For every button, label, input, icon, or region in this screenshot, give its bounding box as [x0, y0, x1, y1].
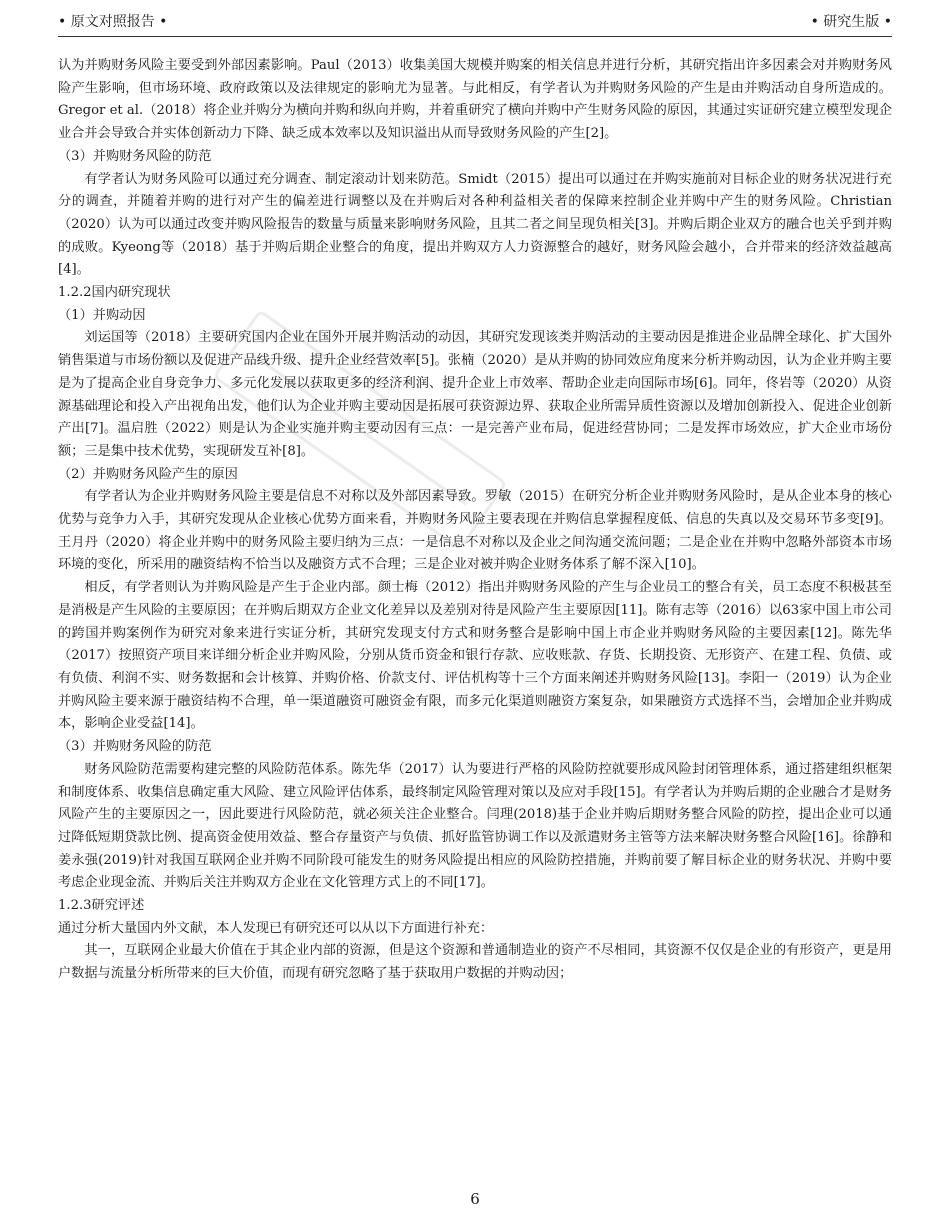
- body-paragraph: 其一，互联网企业最大价值在于其企业内部的资源，但是这个资源和普通制造业的资产不尽相同，其资源不仅仅是企业的有形资产，更是用户数据与流量分析所带来的巨大价值，而现有研究忽略了基于获取用户数据的并购动因；: [58, 943, 892, 982]
- header-divider: [58, 36, 892, 37]
- intro-sentence: 通过分析大量国内外文献，本人发现已有研究还可以从以下方面进行补充：: [58, 920, 494, 936]
- section-heading: （3）并购财务风险的防范: [58, 739, 212, 755]
- header-right-label: • 研究生版 •: [810, 14, 892, 30]
- page-header: [58, 10, 892, 32]
- body-paragraph: 财务风险防范需要构建完整的风险防范体系。陈先华（2017）认为要进行严格的风险防控就要形成风险封闭管理体系，通过搭建组织框架和制度体系、收集信息确定重大风险、建立风险评估体系，最终制定风险管理对策以及应对手段[15]。有学者认为并购后期的企业融合才是财务风险产生的主要原因之一，因此要进行风险防范，就必须关注企业整合。闫理(2018)基于企业并购后期财务整合风险的防控，提出企业可以通过降低短期贷款比例、提高资金使用效益、整合存量资产与负债、抓好监管协调工作以及派遣财务主管等方法来解决财务整合风险[16]。徐静和姜永强(2019)针对我国互联网企业并购不同阶段可能发生的财务风险提出相应的风险防控措施，并购前要了解目标企业的财务状况、并购中要考虑企业现金流、并购后关注并购双方企业在文化管理方式上的不同[17]。: [58, 761, 892, 891]
- section-heading: （2）并购财务风险产生的原因: [58, 466, 238, 482]
- document-body: [58, 55, 892, 986]
- section-heading: （3）并购财务风险的防范: [58, 148, 212, 164]
- body-paragraph: 有学者认为财务风险可以通过充分调查、制定滚动计划来防范。Smidt（2015）提出可以通过在并购实施前对目标企业的财务状况进行充分的调查，并随着并购的进行对产生的偏差进行调整以及在并购后对各种利益相关者的保障来控制企业并购中产生的财务风险。Christian（2020）认为可以通过改变并购风险报告的数量与质量来影响财务风险，且其二者之间呈现负相关[3]。并购后期企业双方的融合也关乎到并购的成败。Kyeong等（2018）基于并购后期企业整合的角度，提出并购双方人力资源整合的越好，财务风险会越小，合并带来的经济效益越高[4]。: [58, 171, 892, 278]
- section-heading: （1）并购动因: [58, 307, 146, 323]
- header-left-label: • 原文对照报告 •: [58, 14, 168, 30]
- section-heading: 1.2.2国内研究现状: [58, 285, 171, 301]
- section-heading: 1.2.3研究评述: [58, 898, 145, 914]
- paragraph-continued: 认为并购财务风险主要受到外部因素影响。Paul（2013）收集美国大规模并购案的相关信息并进行分析，其研究指出许多因素会对并购财务风险产生影响，但市场环境、政府政策以及法律规定的影响尤为显著。与此相反，有学者认为并购财务风险的产生是由并购活动自身所造成的。Gregor et al.（2018）将企业并购分为横向并购和纵向并购，并着重研究了横向并购中产生财务风险的原因，其通过实证研究建立模型发现企业合并会导致合并实体创新动力下降、缺乏成本效率以及知识溢出从而导致财务风险的产生[2]。: [58, 58, 892, 142]
- body-paragraph: 刘运国等（2018）主要研究国内企业在国外开展并购活动的动因，其研究发现该类并购活动的主要动因是推进企业品牌全球化、扩大国外销售渠道与市场份额以及促进产品线升级、提升企业经营效率[5]。张楠（2020）是从并购的协同效应角度来分析并购动因，认为企业并购主要是为了提高企业自身竞争力、多元化发展以获取更多的经济利润、提升企业上市效率、帮助企业走向国际市场[6]。同年，佟岩等（2020）从资源基础理论和投入产出视角出发，他们认为企业并购主要动因是拓展可获资源边界、获取企业所需异质性资源以及增加创新投入、促进企业创新产出[7]。温启胜（2022）则是认为企业实施并购主要动因有三点：一是完善产业布局，促进经营协同；二是发挥市场效应，扩大企业市场份额；三是集中技术优势，实现研发互补[8]。: [58, 330, 892, 459]
- page-number: 6: [470, 1190, 480, 1208]
- body-paragraph: 相反，有学者则认为并购风险是产生于企业内部。颜士梅（2012）指出并购财务风险的产生与企业员工的整合有关，员工态度不积极甚至是消极是产生风险的主要原因；在并购后期双方企业文化差异以及差别对待是风险产生主要原因[11]。陈有志等（2016）以63家中国上市公司的跨国并购案例作为研究对象来进行实证分析，其研究发现支付方式和财务整合是影响中国上市企业并购财务风险的主要因素[12]。陈先华（2017）按照资产项目来详细分析企业并购风险，分别从货币资金和银行存款、应收账款、存货、长期投资、无形资产、在建工程、负债、或有负债、利润不实、财务数据和会计核算、并购价格、价款支付、评估机构等十三个方面来阐述并购财务风险[13]。李阳一（2019）认为企业并购风险主要来源于融资结构不合理，单一渠道融资可融资金有限，而多元化渠道则融资方案复杂，如果融资方式选择不当，会增加企业并购成本，影响企业受益[14]。: [58, 580, 892, 732]
- body-paragraph: 有学者认为企业并购财务风险主要是信息不对称以及外部因素导致。罗敏（2015）在研究分析企业并购财务风险时，是从企业本身的核心优势与竞争力入手，其研究发现从企业核心优势方面来看，并购财务风险主要表现在并购信息掌握程度低、信息的失真以及交易环节多变[9]。王月丹（2020）将企业并购中的财务风险主要归纳为三点：一是信息不对称以及企业之间沟通交流问题；二是企业在并购中忽略外部资本市场环境的变化，所采用的融资结构不恰当以及融资方式不合理；三是企业对被并购企业财务体系了解不深入[10]。: [58, 489, 892, 573]
